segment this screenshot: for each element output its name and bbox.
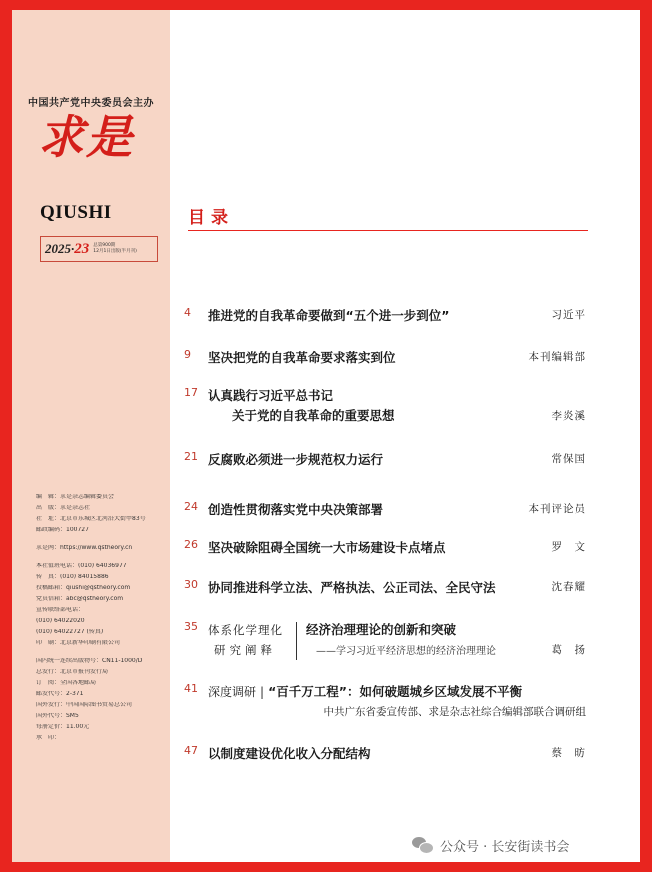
info-line: (010) 64022727 (传真)	[36, 629, 104, 635]
info-line: 投稿邮箱：qiushi@qstheory.com	[36, 585, 131, 591]
toc-entry-author: 习近平	[551, 309, 586, 321]
toc-entry-title: 以制度建设优化收入分配结构	[208, 746, 371, 761]
toc-entry-title: 协同推进科学立法、严格执法、公正司法、全民守法	[208, 580, 496, 595]
issue-meta-line1: 总第900期	[93, 242, 116, 248]
toc-entry-title: 经济治理理论的创新和突破	[306, 622, 457, 637]
issue-number: 2025·23	[45, 240, 90, 257]
info-line: 党员信箱：abc@qstheory.com	[36, 596, 124, 602]
column-label-line2: 研究阐释	[214, 643, 276, 657]
toc-entry-author: 常保国	[551, 453, 586, 465]
issue-meta	[93, 243, 137, 255]
toc-entry-author: 本刊编辑部	[528, 351, 586, 363]
toc-entry-byline: 中共广东省委宣传部、求是杂志社综合编辑部联合调研组	[323, 706, 586, 718]
toc-page-number: 26	[184, 538, 198, 551]
toc-entry-title: 推进党的自我革命要做到“五个进一步到位”	[208, 308, 450, 323]
toc-entry-special[interactable]	[184, 620, 586, 664]
column-divider	[296, 622, 297, 660]
info-line: (010) 64022020	[36, 618, 85, 624]
info-line: 宣传联络部电话：	[36, 607, 85, 613]
toc-entry-author: 蔡 昉	[551, 747, 586, 759]
sponsor-line: 中国共产党中央委员会主办	[28, 98, 154, 109]
column-separator: |	[260, 685, 265, 699]
toc-page-number: 47	[184, 744, 198, 757]
magazine-logo-en: QIUSHI	[40, 202, 112, 223]
toc-entry-title: 坚决把党的自我革命要求落实到位	[208, 350, 396, 365]
toc-page-number: 9	[184, 348, 191, 361]
toc-entry-author: 本刊评论员	[528, 503, 586, 515]
toc-entry-title-line2: 关于党的自我革命的重要思想	[232, 408, 395, 423]
toc-entry-title: 反腐败必须进一步规范权力运行	[208, 452, 384, 467]
info-line	[36, 556, 170, 563]
info-line: 传 真：(010) 84015886	[36, 574, 109, 580]
toc-page-number: 17	[184, 386, 198, 399]
info-line: 邮发代号：2-371	[36, 691, 84, 697]
toc-entry-author: 罗 文	[551, 541, 586, 553]
info-line: 求是网：https://www.qstheory.cn	[36, 545, 133, 551]
toc-divider	[188, 230, 588, 231]
info-line: 总发行：北京市报刊发行局	[36, 669, 109, 675]
issue-no: 23	[74, 240, 90, 257]
info-line: 出 版：求是杂志社	[36, 505, 91, 511]
toc-page-number: 30	[184, 578, 198, 591]
research-line	[208, 682, 522, 700]
publication-info	[36, 494, 170, 746]
info-line: 国外代号：SM5	[36, 713, 79, 719]
column-label: 深度调研	[208, 685, 257, 699]
info-line: 承 印：	[36, 735, 61, 741]
info-line: 国外发行：中国国际图书贸易总公司	[36, 702, 133, 708]
issue-year: 2025	[45, 240, 71, 256]
toc-page-number: 41	[184, 682, 198, 695]
issue-box	[40, 236, 158, 262]
info-line: 每册定价：11.00元	[36, 724, 90, 730]
toc-entry-subtitle: ——学习习近平经济思想的经济治理理论	[316, 646, 496, 657]
watermark	[412, 832, 569, 858]
issue-meta-line2: 12月1日出版(半月刊)	[93, 249, 137, 254]
watermark-text: 公众号 · 长安街读书会	[440, 839, 570, 855]
info-line: 订 阅：全国各地邮局	[36, 680, 97, 686]
column-label	[208, 620, 298, 660]
toc-page-number: 35	[184, 620, 198, 633]
toc-title: 目录	[188, 208, 234, 228]
toc-entry-author: 李炎溪	[551, 410, 586, 422]
toc-entry-author: 葛 扬	[551, 644, 586, 656]
info-line: 邮政编码：100727	[36, 527, 89, 533]
toc-page-number: 24	[184, 500, 198, 513]
toc-entry-title: 坚决破除阻碍全国统一大市场建设卡点堵点	[208, 540, 446, 555]
toc-page-number: 21	[184, 450, 198, 463]
toc-entry-title: 认真践行习近平总书记	[208, 388, 334, 403]
magazine-logo-cn: 求是	[38, 110, 134, 164]
toc-entry-research[interactable]	[184, 682, 586, 722]
column-label-line1: 体系化学理化	[208, 623, 283, 637]
magazine-page	[12, 10, 640, 862]
toc-page-number: 4	[184, 306, 191, 319]
info-line	[36, 538, 170, 545]
info-line: 社 址：北京市东城区北河沿大街甲83号	[36, 516, 146, 522]
info-line: 编 辑：求是杂志编辑委员会	[36, 494, 115, 500]
info-line: 印 刷：北京新华印刷有限公司	[36, 640, 121, 646]
toc-entry-title: 创造性贯彻落实党中央决策部署	[208, 502, 384, 517]
info-line: 国内统一连续出版物号：CN11-1000/D	[36, 658, 143, 664]
toc-entry-author: 沈春耀	[551, 581, 586, 593]
wechat-icon	[412, 836, 434, 854]
cover-sidebar	[12, 10, 170, 862]
toc-entry-title: “百千万工程”：如何破题城乡区域发展不平衡	[268, 684, 522, 699]
info-line	[36, 651, 170, 658]
info-line: 本社值班电话：(010) 64036977	[36, 563, 127, 569]
